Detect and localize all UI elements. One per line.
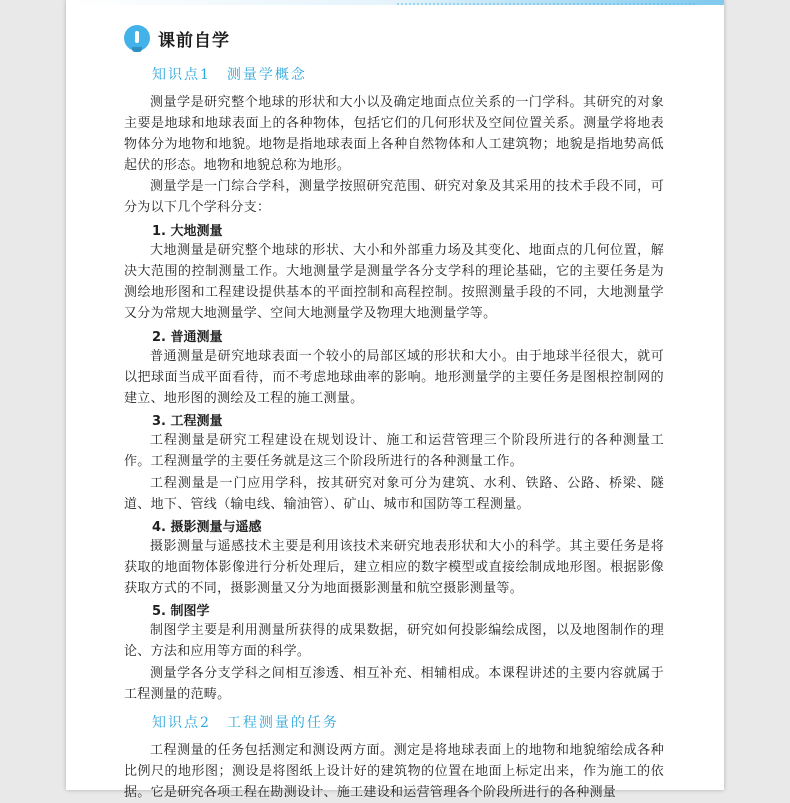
paragraph-definition: 测量学是研究整个地球的形状和大小以及确定地面点位关系的一门学科。其研究的对象主要是地球和地球表面上的各种物体，包括它们的几何形状及空间位置关系。测量学将地表物体分为地物和地貌。地物是指地球表面上各种自然物体和人工建筑物；地貌是指地势高低起伏的形态。地物和地貌总称为地形。 <box>124 95 664 173</box>
subheading-engineering-surveying: 3. 工程测量 <box>152 414 223 429</box>
paragraph-cartography: 制图学主要是利用测量所获得的成果数据，研究如何投影编绘成图，以及地图制作的理论、方法和应用等方面的科学。 <box>124 623 664 659</box>
paragraph-branches-intro: 测量学是一门综合学科，测量学按照研究范围、研究对象及其采用的技术手段不同，可分为以下几个学科分支： <box>124 179 664 215</box>
subheading-photogrammetry: 4. 摄影测量与遥感 <box>152 520 262 535</box>
section-header <box>124 24 230 52</box>
paragraph-engineering-surveying-1: 工程测量是研究工程建设在规划设计、施工和运营管理三个阶段所进行的各种测量工作。工程测量学的主要任务就是这三个阶段所进行的各种测量工作。 <box>124 433 664 469</box>
paragraph-photogrammetry: 摄影测量与遥感技术主要是利用该技术来研究地表形状和大小的科学。其主要任务是将获取的地面物体影像进行分析处理后，建立相应的数字模型或直接绘制成地形图。根据影像获取方式的不同，摄影测量又分为地面摄影测量和航空摄影测量等。 <box>124 539 664 596</box>
subheading-geodesy: 1. 大地测量 <box>152 224 223 239</box>
document-page <box>66 0 724 800</box>
paragraph-engineering-tasks: 工程测量的任务包括测定和测设两方面。测定是将地球表面上的地物和地貌缩绘成各种比例尺的地形图；测设是将图纸上设计好的建筑物的位置在地面上标定出来，作为施工的依据。它是研究各项工程在勘测设计、施工建设和运营管理各个阶段所进行的各种测量 <box>124 743 664 800</box>
section-title: 课前自学 <box>158 30 230 50</box>
paragraph-summary: 测量学各分支学科之间相互渗透、相互补充、相辅相成。本课程讲述的主要内容就属于工程测量的范畴。 <box>124 666 664 702</box>
subheading-general-surveying: 2. 普通测量 <box>152 330 223 345</box>
subheading-cartography: 5. 制图学 <box>152 604 210 619</box>
knowledge-point-1-heading: 知识点1 测量学概念 <box>152 67 307 83</box>
lightbulb-icon <box>124 25 150 51</box>
paragraph-geodesy: 大地测量是研究整个地球的形状、大小和外部重力场及其变化、地面点的几何位置，解决大范围的控制测量工作。大地测量学是测量学各分支学科的理论基础，它的主要任务是为测绘地形图和工程建设提供基本的平面控制和高程控制。按照测量手段的不同，大地测量学又分为常规大地测量学、空间大地测量学及物理大地测量学等。 <box>124 243 664 321</box>
paragraph-engineering-surveying-2: 工程测量是一门应用学科，按其研究对象可分为建筑、水利、铁路、公路、桥梁、隧道、地下、管线（输电线、输油管）、矿山、城市和国防等工程测量。 <box>124 476 664 512</box>
header-dots <box>396 3 696 5</box>
paragraph-general-surveying: 普通测量是研究地球表面一个较小的局部区域的形状和大小。由于地球半径很大，就可以把球面当成平面看待，而不考虑地球曲率的影响。地形测量学的主要任务是图根控制网的建立、地形图的测绘及工程的施工测量。 <box>124 349 664 406</box>
knowledge-point-2-heading: 知识点2 工程测量的任务 <box>152 715 339 731</box>
